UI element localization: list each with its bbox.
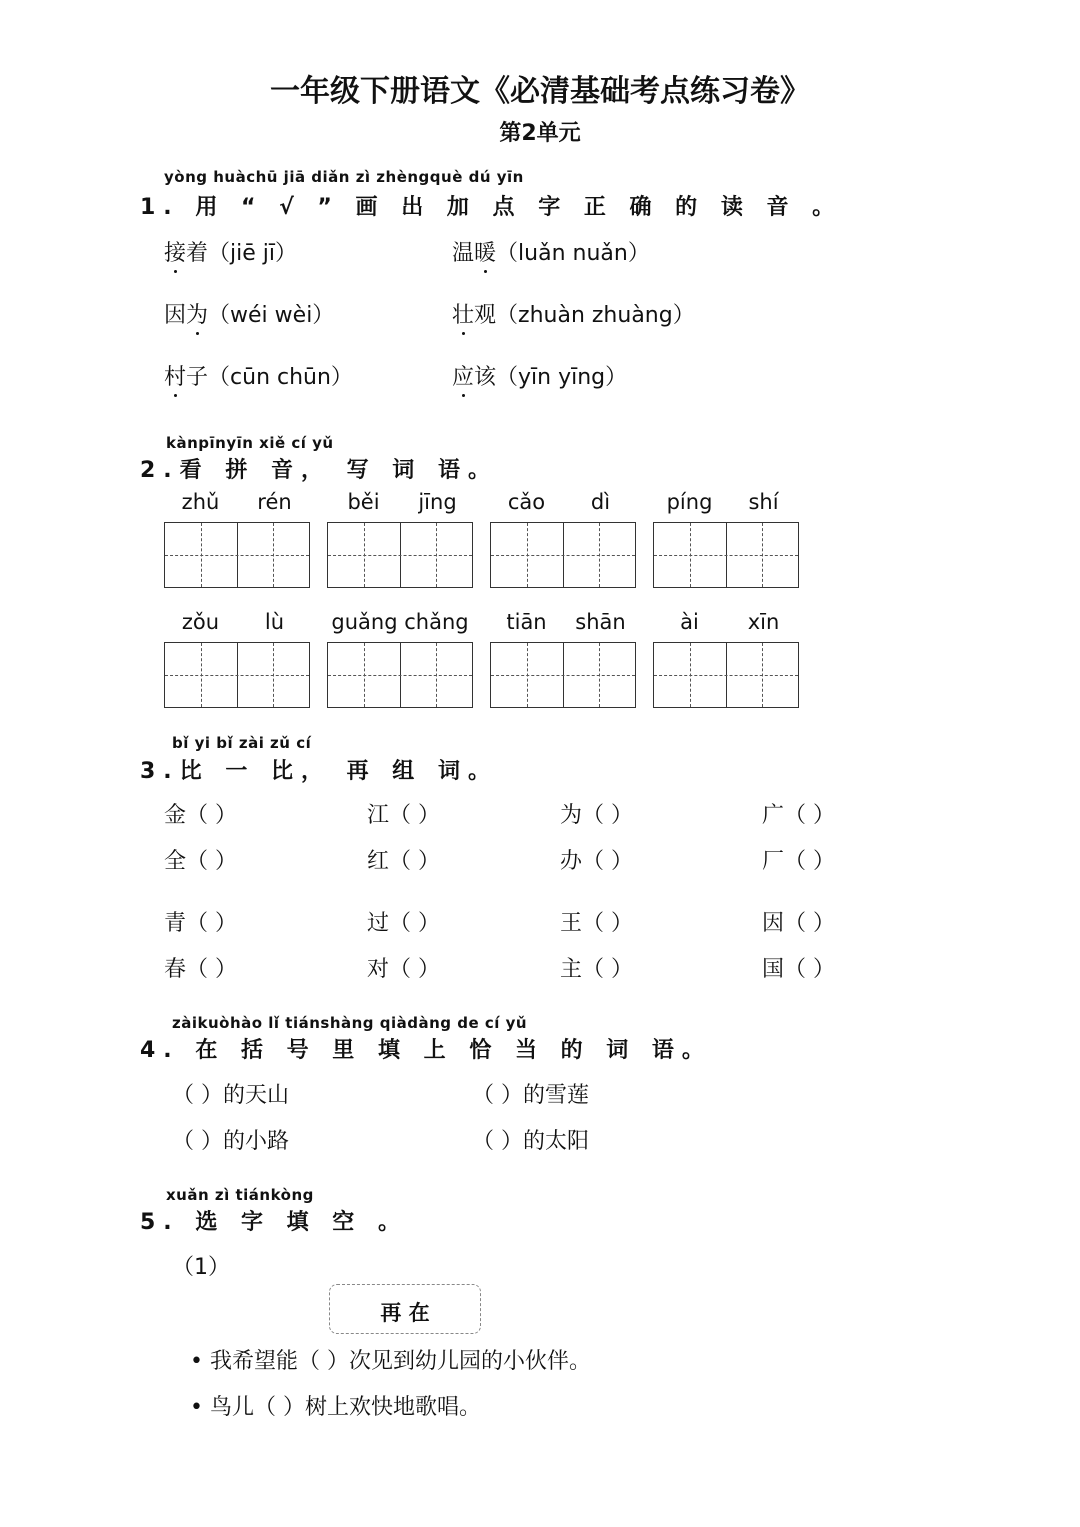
q2-r1-grid-1[interactable] bbox=[164, 522, 310, 588]
q3-item[interactable]: 全（ ） bbox=[164, 849, 237, 874]
q2-r1-g2-pinyin-b: jīng bbox=[418, 490, 457, 514]
q3-item[interactable]: 广（ ） bbox=[762, 803, 835, 828]
q1-item-1-options[interactable]: （jiē jī） bbox=[208, 241, 298, 266]
q2-pinyin: kànpīnyīn xiě cí yǔ bbox=[166, 434, 334, 452]
q3-item[interactable]: 办（ ） bbox=[560, 849, 633, 874]
q2-r2-g1-pinyin-a: zǒu bbox=[181, 610, 220, 634]
q2-r1-g2-pinyin-a: běi bbox=[347, 490, 380, 514]
q1-item-3-char: 因 bbox=[164, 303, 187, 328]
q1-label: 1. 用 “ √ ” 画 出 加 点 字 正 确 的 读 音 。 bbox=[140, 195, 843, 220]
q3-item[interactable]: 春（ ） bbox=[164, 957, 237, 982]
q3-pinyin: bǐ yi bǐ zài zǔ cí bbox=[172, 734, 312, 752]
q2-r2-g1-pinyin-b: lù bbox=[264, 610, 285, 634]
q2-r1-grid-4[interactable] bbox=[653, 522, 799, 588]
q2-r1-grid-2[interactable] bbox=[327, 522, 473, 588]
q3-item[interactable]: 国（ ） bbox=[762, 957, 835, 982]
q1-item-4-char: 观 bbox=[474, 303, 497, 328]
q2-label: 2.看 拼 音， 写 词 语。 bbox=[140, 458, 498, 483]
q1-item-4-options[interactable]: （zhuàn zhuàng） bbox=[496, 303, 695, 328]
q2-r1-g3-pinyin-b: dì bbox=[590, 490, 611, 514]
q2-r2-grid-2[interactable] bbox=[327, 642, 473, 708]
q4-pinyin: zàikuòhào lǐ tiánshàng qiàdàng de cí yǔ bbox=[172, 1014, 528, 1032]
q5-sentence-2[interactable]: • 鸟儿（ ）树上欢快地歌唱。 bbox=[190, 1395, 481, 1420]
q2-r1-g4-pinyin-b: shí bbox=[748, 490, 779, 514]
q1-item-3-options[interactable]: （wéi wèi） bbox=[208, 303, 335, 328]
q1-item-6-options[interactable]: （yīn yīng） bbox=[496, 365, 628, 390]
q2-r1-g4-pinyin-a: píng bbox=[666, 490, 713, 514]
q3-item[interactable]: 青（ ） bbox=[164, 911, 237, 936]
q1-item-2-dotted-char: 暖 bbox=[474, 236, 496, 267]
q1-pinyin: yòng huàchū jiā diǎn zì zhèngquè dú yīn bbox=[164, 168, 524, 186]
q3-item[interactable]: 为（ ） bbox=[560, 803, 633, 828]
q3-item[interactable]: 主（ ） bbox=[560, 957, 633, 982]
q4-item-3[interactable]: （ ）的小路 bbox=[172, 1129, 289, 1154]
q2-r2-grid-3[interactable] bbox=[490, 642, 636, 708]
q1-item-4 bbox=[452, 298, 695, 329]
q3-label: 3.比 一 比， 再 组 词。 bbox=[140, 759, 498, 784]
q3-item[interactable]: 王（ ） bbox=[560, 911, 633, 936]
q2-r2-g4-pinyin-a: ài bbox=[680, 610, 699, 634]
q3-item[interactable]: 红（ ） bbox=[367, 849, 440, 874]
q1-item-2-options[interactable]: （luǎn nuǎn） bbox=[496, 241, 650, 266]
q2-r2-grid-1[interactable] bbox=[164, 642, 310, 708]
q2-r1-grid-3[interactable] bbox=[490, 522, 636, 588]
q1-item-3 bbox=[164, 298, 334, 329]
q3-item[interactable]: 因（ ） bbox=[762, 911, 835, 936]
q1-item-1 bbox=[164, 236, 297, 267]
q1-item-5-char: 子 bbox=[186, 365, 209, 390]
q2-r2-g2-pinyin: guǎng chǎng bbox=[331, 610, 469, 634]
q2-r2-grid-4[interactable] bbox=[653, 642, 799, 708]
q2-r1-g3-pinyin-a: cǎo bbox=[507, 490, 546, 514]
q3-item[interactable]: 过（ ） bbox=[367, 911, 440, 936]
q3-item[interactable]: 金（ ） bbox=[164, 803, 237, 828]
q5-sentence-1[interactable]: • 我希望能（ ）次见到幼儿园的小伙伴。 bbox=[190, 1349, 591, 1374]
q4-item-4[interactable]: （ ）的太阳 bbox=[472, 1129, 589, 1154]
q4-item-2[interactable]: （ ）的雪莲 bbox=[472, 1083, 589, 1108]
q5-sub-label: （1） bbox=[172, 1255, 230, 1280]
q3-item[interactable]: 对（ ） bbox=[367, 957, 440, 982]
q1-item-5-dotted-char: 村 bbox=[164, 360, 186, 391]
q2-r1-g1-pinyin-b: rén bbox=[257, 490, 292, 514]
q5-choice-chars: 再 在 bbox=[380, 1300, 430, 1325]
q2-r2-g3-pinyin-b: shān bbox=[575, 610, 626, 634]
q1-item-5 bbox=[164, 360, 353, 391]
q1-item-6 bbox=[452, 360, 627, 391]
q3-item[interactable]: 厂（ ） bbox=[762, 849, 835, 874]
q4-label: 4. 在 括 号 里 填 上 恰 当 的 词 语。 bbox=[140, 1038, 712, 1063]
q1-item-1-char: 着 bbox=[186, 241, 209, 266]
q2-r1-g1-pinyin-a: zhǔ bbox=[181, 490, 220, 514]
q5-pinyin: xuǎn zì tiánkòng bbox=[166, 1186, 314, 1204]
q1-item-6-char: 该 bbox=[474, 365, 497, 390]
q1-item-6-dotted-char: 应 bbox=[452, 360, 474, 391]
q5-label: 5. 选 字 填 空 。 bbox=[140, 1210, 408, 1235]
q1-item-1-dotted-char: 接 bbox=[164, 236, 186, 267]
q1-item-2-char: 温 bbox=[452, 241, 475, 266]
q3-item[interactable]: 江（ ） bbox=[367, 803, 440, 828]
q1-item-3-dotted-char: 为 bbox=[186, 298, 208, 329]
q4-item-1[interactable]: （ ）的天山 bbox=[172, 1083, 289, 1108]
q1-item-5-options[interactable]: （cūn chūn） bbox=[208, 365, 353, 390]
q1-item-4-dotted-char: 壮 bbox=[452, 298, 474, 329]
q1-item-2 bbox=[452, 236, 650, 267]
q2-r2-g3-pinyin-a: tiān bbox=[506, 610, 547, 634]
page-title: 一年级下册语文《必清基础考点练习卷》 bbox=[270, 74, 810, 109]
unit-subtitle: 第2单元 bbox=[499, 121, 581, 146]
q2-r2-g4-pinyin-b: xīn bbox=[747, 610, 780, 634]
